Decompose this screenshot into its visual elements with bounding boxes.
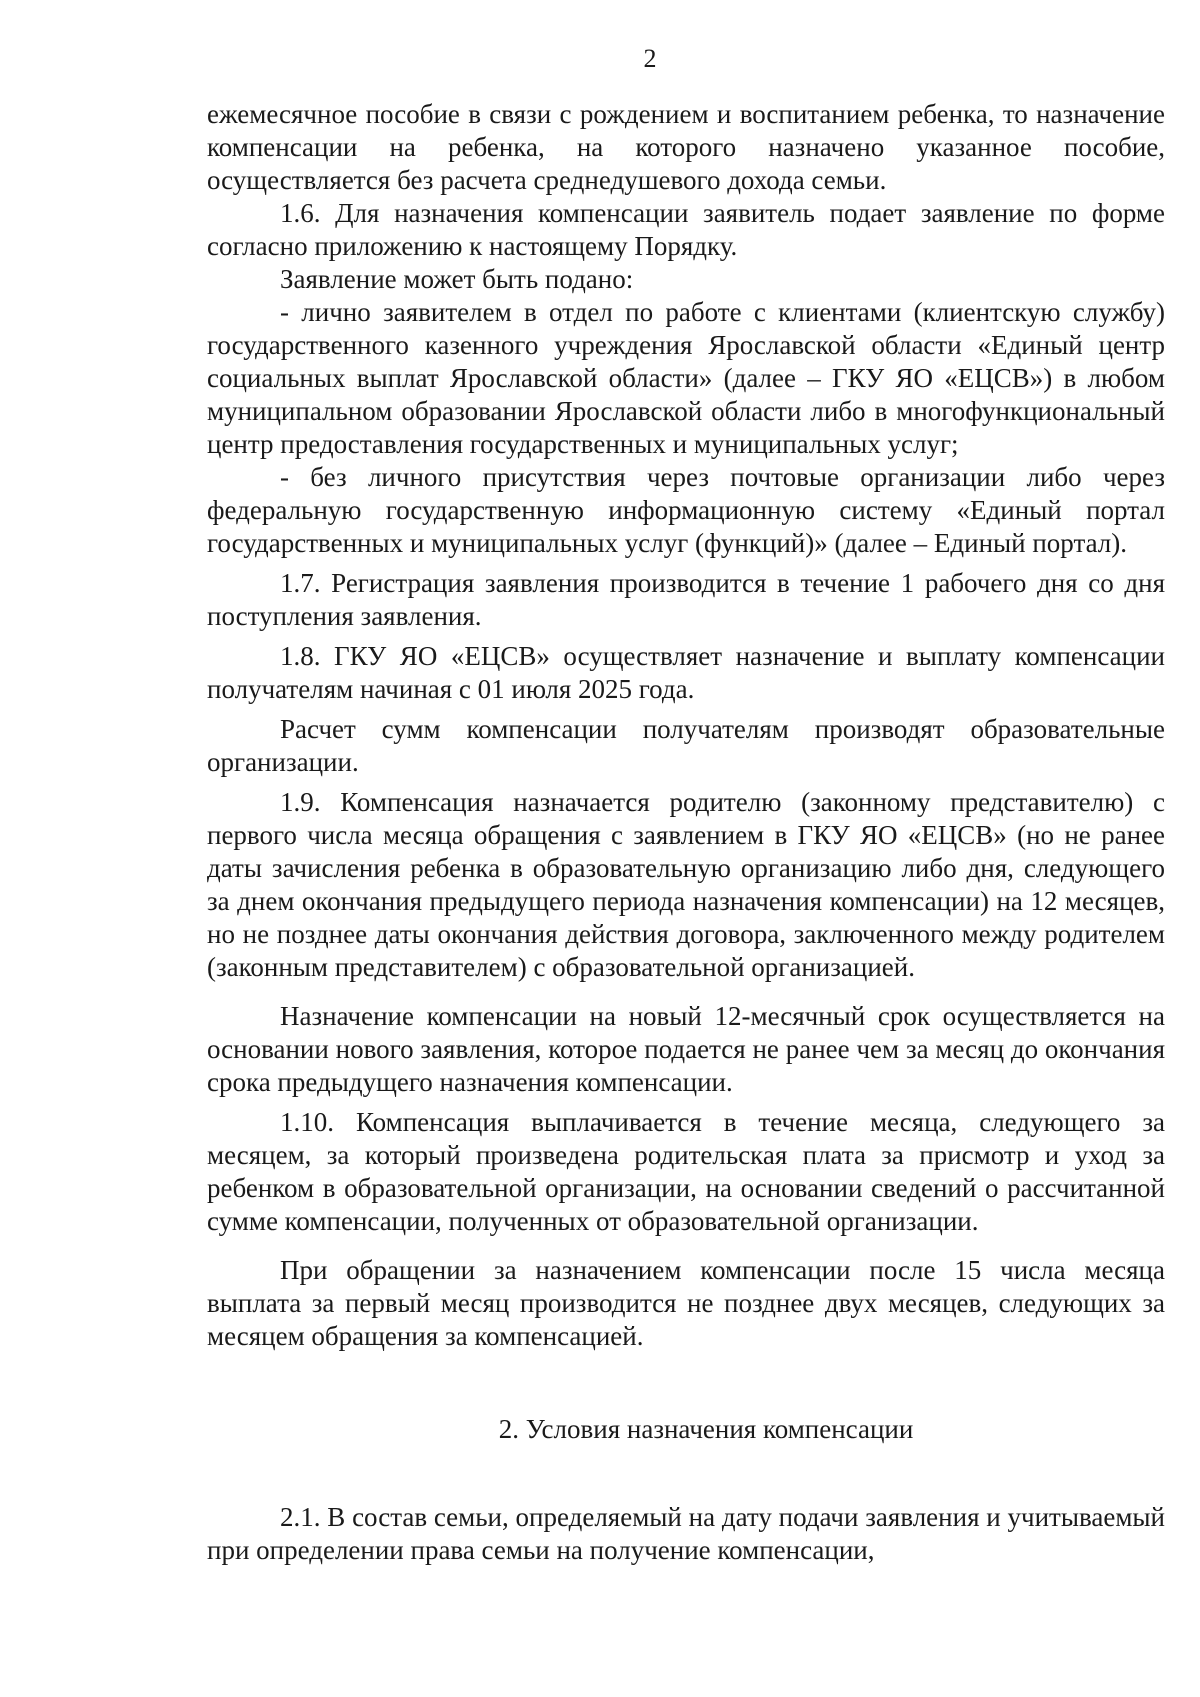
paragraph-continuation: ежемесячное пособие в связи с рождением и воспитанием ребенка, то назначение компенсации на ребенка, на которого назначено указанное пособие, осуществляется без расчета среднедушевого дохода семьи. xyxy=(207,99,1165,195)
paragraph-application-methods: Заявление может быть подано: xyxy=(280,264,634,294)
list-item-in-person: - лично заявителем в отдел по работе с клиентами (клиентскую службу) государственного казенного учреждения Ярославской области «Единый центр социальных выплат Ярославской области» (далее – ГКУ ЯО «ЕЦСВ») в любом муниципальном образовании Ярославской области либо в многофункциональный центр предоставления государственных и муниципальных услуг; xyxy=(207,297,1165,459)
paragraph-2-1: 2.1. В состав семьи, определяемый на дату подачи заявления и учитываемый при определении права семьи на получение компенсации, xyxy=(207,1502,1165,1565)
paragraph-1-9: 1.9. Компенсация назначается родителю (законному представителю) с первого числа месяца обращения с заявлением в ГКУ ЯО «ЕЦСВ» (но не ранее даты зачисления ребенка в образовательную организацию либо дня, следующего за днем окончания предыдущего периода назначения компенсации) на 12 месяцев, но не позднее даты окончания действия договора, заключенного между родителем (законным представителем) с образовательной организацией. xyxy=(207,787,1165,982)
paragraph-1-6: 1.6. Для назначения компенсации заявитель подает заявление по форме согласно приложению к настоящему Порядку. xyxy=(207,198,1165,261)
section-heading: 2. Условия назначения компенсации xyxy=(498,1414,914,1444)
page-number: 2 xyxy=(643,44,657,73)
paragraph-new-term: Назначение компенсации на новый 12-месячный срок осуществляется на основании нового заявления, которое подается не ранее чем за месяц до окончания срока предыдущего назначения компенсации. xyxy=(207,1001,1165,1097)
document-body xyxy=(207,98,1165,1567)
paragraph-1-10: 1.10. Компенсация выплачивается в течение месяца, следующего за месяцем, за который произведена родительская плата за присмотр и уход за ребенком в образовательной организации, на основании сведений о рассчитанной сумме компенсации, полученных от образовательной организации. xyxy=(207,1107,1165,1236)
paragraph-calculation: Расчет сумм компенсации получателям производят образовательные организации. xyxy=(207,714,1165,777)
list-item-remote: - без личного присутствия через почтовые организации либо через федеральную государственную информационную систему «Единый портал государственных и муниципальных услуг (функций)» (далее – Единый портал). xyxy=(207,462,1165,558)
paragraph-1-7: 1.7. Регистрация заявления производится в течение 1 рабочего дня со дня поступления заявления. xyxy=(207,568,1165,631)
paragraph-1-8: 1.8. ГКУ ЯО «ЕЦСВ» осуществляет назначение и выплату компенсации получателям начиная с 01 июля 2025 года. xyxy=(207,641,1165,704)
paragraph-late-application: При обращении за назначением компенсации после 15 числа месяца выплата за первый месяц производится не позднее двух месяцев, следующих за месяцем обращения за компенсацией. xyxy=(207,1255,1165,1351)
